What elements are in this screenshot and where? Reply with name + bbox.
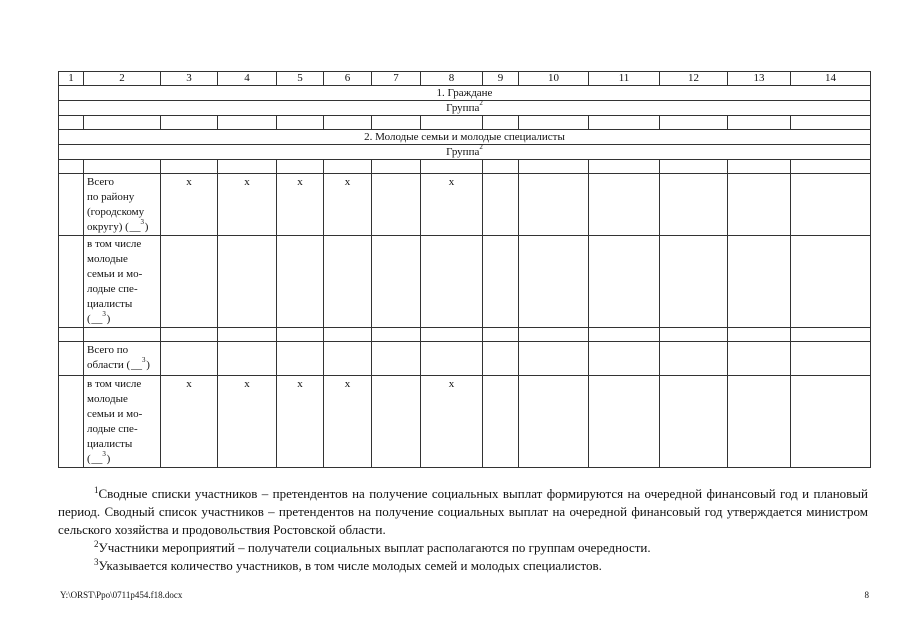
x-mark: х	[218, 376, 277, 468]
x-mark: х	[218, 174, 277, 236]
column-number: 7	[372, 72, 421, 86]
table-row-district-total	[59, 174, 871, 236]
x-mark: х	[161, 174, 218, 236]
section-header-row	[59, 86, 871, 101]
section1-title: 1. Граждане	[59, 86, 871, 101]
x-mark: х	[277, 174, 324, 236]
column-number: 10	[519, 72, 589, 86]
row-label: в том числе молодые семьи и мо- лодые спе- циалисты (__$^3$)	[84, 236, 161, 328]
x-mark: х	[324, 376, 372, 468]
footnote-2: $^2$Участники мероприятий – получатели социальных выплат располагаются по группам очередности.	[94, 539, 651, 555]
section2-title: 2. Молодые семьи и молодые специалисты	[59, 130, 871, 145]
column-number: 9	[483, 72, 519, 86]
column-number: 4	[218, 72, 277, 86]
column-number: 14	[791, 72, 871, 86]
column-number: 2	[84, 72, 161, 86]
empty-row	[59, 160, 871, 174]
section-header-row	[59, 130, 871, 145]
summary-table	[58, 71, 871, 468]
group-label: Группа$^2$	[59, 145, 871, 160]
footnote-3: $^3$Указывается количество участников, в том числе молодых семей и молодых специалистов.	[94, 557, 602, 573]
table-row-region-total	[59, 342, 871, 376]
x-mark: х	[421, 174, 483, 236]
x-mark: х	[324, 174, 372, 236]
footnotes	[58, 485, 868, 575]
column-number: 3	[161, 72, 218, 86]
column-number: 12	[660, 72, 728, 86]
table-row-region-youth	[59, 376, 871, 468]
row-label: Всего по области (__$^3$)	[84, 342, 161, 376]
footnote-1: $^1$Сводные списки участников – претендентов на получение социальных выплат формируются на очередной финансовый год и плановый период. Сводный список участников – претендентов на получение социальных выплат на очередной финансовый год утверждается министром сельского хозяйства и продовольствия Ростовской области.	[58, 485, 868, 537]
x-mark: х	[161, 376, 218, 468]
group-header-row	[59, 101, 871, 116]
column-number: 13	[728, 72, 791, 86]
column-number: 6	[324, 72, 372, 86]
page-number: 8	[864, 590, 869, 600]
empty-row	[59, 328, 871, 342]
column-number-row	[59, 72, 871, 86]
column-number: 1	[59, 72, 84, 86]
column-number: 8	[421, 72, 483, 86]
group-label: Группа$^2$	[59, 101, 871, 116]
empty-row	[59, 116, 871, 130]
x-mark: х	[277, 376, 324, 468]
column-number: 11	[589, 72, 660, 86]
column-number: 5	[277, 72, 324, 86]
row-label: в том числе молодые семьи и мо- лодые спе- циалисты (__$^3$)	[84, 376, 161, 468]
x-mark: х	[421, 376, 483, 468]
table-row-district-youth	[59, 236, 871, 328]
group-header-row	[59, 145, 871, 160]
file-path: Y:\ORST\Ppo\0711p454.f18.docx	[60, 590, 183, 600]
row-label: Всего по району (городскому округу) (__$^3$)	[84, 174, 161, 236]
